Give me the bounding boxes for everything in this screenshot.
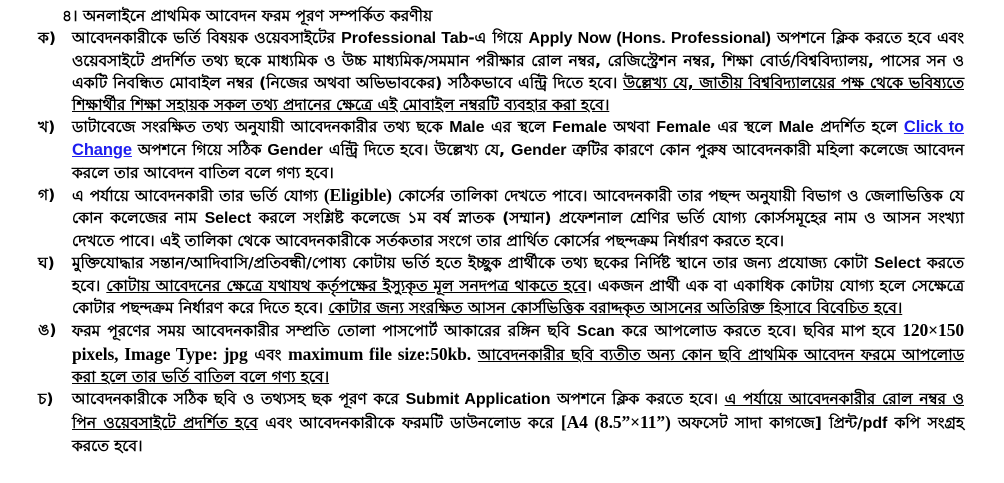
text-run: এর স্থলে [710, 118, 779, 136]
text-run: এবং আবেদনকারীকে ফরমটি ডাউনলোড করে [257, 414, 561, 432]
text-run: Select [874, 255, 921, 272]
text-run: অপশনে ক্লিক করতে হবে এবং ওয়েবসাইটে প্রদর্শিত তথ্য ছকে মাধ্যমিক ও উচ্চ মাধ্যমিক/সমমান পরীক্ষার রোল নম্বর, রেজিস্ট্রেশন নম্বর, শিক্ষা বোর্ড/বিশ্ববিদ্যালয়, পাসের সন ও একটি নিবন্ধিত মোবাইল নম্বর (নিজের অথবা অভিভাবকের) সঠিকভাবে এন্ট্রি দিতে হবে। [72, 29, 964, 92]
text-run: Female [656, 119, 711, 136]
text-run: maximum file size:50kb. [288, 344, 472, 364]
underlined-text: কোটার জন্য সংরক্ষিত আসন কোর্সভিত্তিক বরাদ্দকৃত আসনের অতিরিক্ত হিসাবে বিবেচিত হবে। [328, 299, 903, 317]
text-run: Male [778, 119, 814, 136]
text-run: এবং [247, 346, 289, 364]
text-run: অফসেট সাদা কাগজে] প্রিন্ট/ [670, 414, 863, 432]
text-run: অপশনে গিয়ে সঠিক [131, 141, 268, 159]
text-run: Gender [267, 142, 323, 159]
text-run: প্রদর্শিত হলে [813, 118, 904, 136]
text-run: মুক্তিযোদ্ধার সন্তান/আদিবাসি/প্রতিবন্ধী/পোষ্য কোটায় ভর্তি হতে ইচ্ছুক প্রার্থীকে তথ্য ছকের নির্দিষ্ট স্থানে তার জন্য প্রযোজ্য কোটা [72, 254, 875, 272]
underlined-text: আবেদনকারীর ছবি ব্যতীত অন্য কোন ছবি প্রাথমিক আবেদন ফরমে আপলোড করা হলে তার ভর্তি বাতিল বলে গণ্য হবে। [72, 346, 964, 386]
item-marker: গ) [38, 186, 56, 204]
item-text [72, 116, 964, 184]
list-item-kha [38, 116, 964, 184]
text-run: (Eligible) [323, 185, 392, 205]
text-run: কোর্সের তালিকা দেখতে পাবে। আবেদনকারী তার পছন্দ অনুযায়ী বিভাগ ও জেলাভিত্তিক যে কোন কলেজের নাম [72, 187, 964, 227]
underlined-text: কোটায় আবেদনের ক্ষেত্রে যথাযথ কর্তৃপক্ষের ইস্যুকৃত মূল সনদপত্র থাকতে হবে [106, 277, 587, 295]
text-run: এ পর্যায়ে আবেদনকারী তার ভর্তি যোগ্য [72, 187, 324, 205]
text-run: Male [449, 119, 485, 136]
text-run: অপশনে ক্লিক করতে হবে। [550, 390, 725, 408]
text-run: ফরম পূরণের সময় আবেদনকারীর সম্প্রতি তোলা পাসপোর্ট আকারের রঙ্গিন ছবি [72, 322, 577, 340]
text-run: এর স্থলে [484, 118, 553, 136]
text-run: ডাটাবেজে সংরক্ষিত তথ্য অনুযায়ী আবেদনকারীর তথ্য ছকে [72, 118, 450, 136]
list-item-gha [38, 252, 964, 319]
click-to-change-link[interactable]: Click to Change [72, 118, 965, 159]
item-text [72, 388, 964, 457]
list-item-ga [38, 184, 964, 252]
text-run [471, 346, 478, 364]
text-run: Scan [576, 323, 615, 340]
text-run: Select [204, 210, 252, 227]
item-text [72, 184, 964, 252]
item-text [72, 252, 964, 319]
text-run: Female [552, 119, 607, 136]
text-run: করতে হবে। [72, 254, 964, 295]
item-text [72, 27, 964, 116]
text-run: এন্ট্রি দিতে হবে। উল্লেখ্য যে, [322, 141, 511, 159]
item-marker: চ) [38, 390, 54, 408]
text-run: অথবা [606, 118, 657, 136]
text-run: ত্রুটির কারণে কোন পুরুষ আবেদনকারী মহিলা কলেজে আবেদন করলে তার আবেদন বাতিল বলে গণ্য হবে। [72, 141, 964, 182]
list-item-ka [38, 27, 964, 116]
text-run: -এ গিয়ে [468, 29, 529, 47]
text-run: কপি সংগ্রহ করতে হবে। [72, 414, 964, 455]
item-marker: খ) [38, 118, 56, 136]
item-marker: ঙ) [38, 321, 57, 339]
text-run: Apply Now (Hons. Professional) [528, 30, 771, 47]
item-marker: ঘ) [38, 254, 55, 272]
text-run: [A4 (8.5”×11”) [560, 412, 671, 432]
text-run: pdf [862, 415, 888, 432]
text-run: আবেদনকারীকে সঠিক ছবি ও তথ্যসহ ছক পূরণ করে [72, 390, 406, 408]
section-heading: ৪। অনলাইনে প্রাথমিক আবেদন ফরম পূরণ সম্পর্কিত করণীয় [62, 7, 433, 25]
text-run: 120×150 pixels, Image Type: jpg [72, 320, 964, 364]
text-run: Submit Application [405, 391, 551, 408]
text-run: । একজন প্রার্থী এক বা একাধিক কোটায় যোগ্য হলে সেক্ষেত্রে কোটার পছন্দক্রম নির্ধারণ করে দিতে হবে। [72, 277, 964, 317]
item-marker: ক) [38, 29, 56, 47]
text-run: Professional Tab [341, 30, 469, 47]
list-item-ca [38, 388, 964, 457]
underlined-text: এ পর্যায়ে আবেদনকারীর রোল নম্বর ও পিন ওয়েবসাইটে প্রদর্শিত হবে [72, 390, 964, 432]
text-run: করলে সংশ্লিষ্ট কলেজে ১ম বর্ষ স্নাতক (সম্মান) প্রফেশনাল শ্রেণির ভর্তি যোগ্য কোর্সসমূহের নাম ও আসন সংখ্যা দেখতে পাবে। এই তালিকা থেকে আবেদনকারীকে সর্তকতার সংগে তার প্রার্থিত কোর্সের পছন্দক্রম নির্ধারণ করতে হবে। [72, 209, 964, 250]
text-run: আবেদনকারীকে ভর্তি বিষয়ক ওয়েবসাইটের [72, 29, 342, 47]
underlined-text: উল্লেখ্য যে, জাতীয় বিশ্ববিদ্যালয়ের পক্ষ থেকে ভবিষ্যতে শিক্ষার্থীর শিক্ষা সহায়ক সকল তথ্য প্রদানের ক্ষেত্রে এই মোবাইল নম্বরটি ব্যবহার করা হবে। [72, 74, 964, 114]
item-text [72, 319, 964, 388]
text-run: করে আপলোড করতে হবে। ছবির মাপ হবে [614, 322, 903, 340]
list-item-uma [38, 319, 964, 388]
text-run: Gender [510, 142, 567, 159]
